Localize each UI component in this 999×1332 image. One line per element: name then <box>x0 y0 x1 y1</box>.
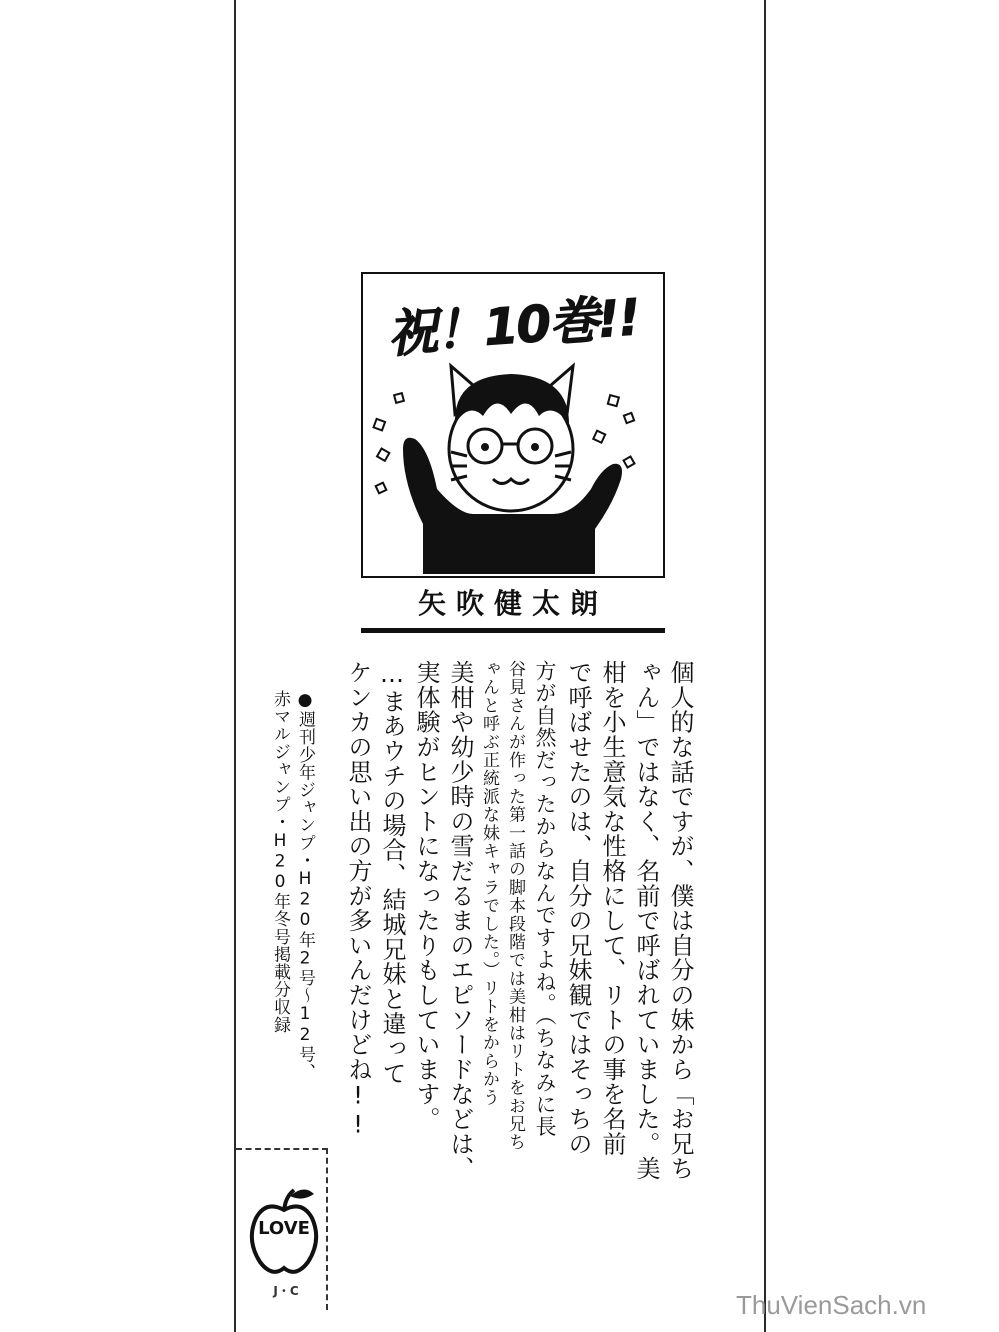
imprint-label: J・C <box>273 1284 299 1298</box>
page-edge-left <box>234 0 236 1332</box>
publication-info-line: ●週刊少年ジャンプ・H20年2号〜12号、 <box>295 690 315 1081</box>
message-line: 方が自然だったからなんですよね。（ちなみに長 <box>533 660 557 1138</box>
site-watermark: ThuVienSach.vn <box>736 1290 927 1320</box>
message-line: 美柑や幼少時の雪だるまのエピソードなどは、 <box>446 660 474 1181</box>
author-portrait <box>361 272 665 578</box>
message-line: で呼ばせたのは、自分の兄妹観ではそっちの <box>564 660 592 1156</box>
author-name: 矢吹健太朗 <box>417 587 608 620</box>
message-line: ケンカの思い出の方が多いんだけどね!! <box>344 660 372 1140</box>
message-line: 個人的な話ですが、僕は自分の妹から「お兄ち <box>666 660 694 1181</box>
message-line: …まあウチの場合、結城兄妹と違って <box>378 660 406 1086</box>
love-logo-text: LOVE <box>258 1218 310 1239</box>
message-line: 谷見さんが作った第一話の脚本段階では美柑はリトをお兄ち <box>505 660 525 1152</box>
page-edge-right <box>764 0 766 1332</box>
message-line: 実体験がヒントになったりもしています。 <box>412 660 440 1132</box>
message-line: 柑を小生意気な性格にして、リトの事を名前 <box>598 660 626 1156</box>
celebration-banner: 祝！10巻!! <box>385 288 641 364</box>
publication-info-line: 赤マルジャンプ・H20年冬号掲載分収録 <box>270 690 290 1034</box>
message-line: ゃん」ではなく、名前で呼ばれていました。美 <box>632 660 660 1181</box>
author-name-rule <box>361 628 665 633</box>
message-line: ゃんと呼ぶ正統派な妹キャラでした。）リトをからかう <box>479 660 499 1107</box>
